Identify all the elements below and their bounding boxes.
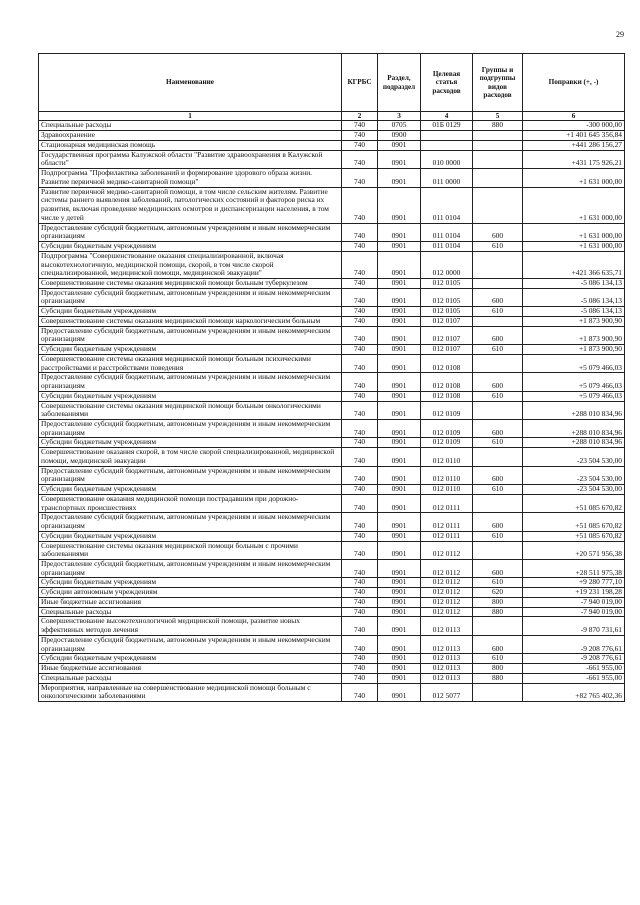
row-group: 600: [473, 326, 523, 344]
row-section: 0901: [378, 242, 421, 252]
row-name: Предоставление субсидий бюджетным, автономным учреждениям и иным некоммерческим организациям: [39, 466, 342, 484]
row-name: Стационарная медицинская помощь: [39, 140, 342, 150]
row-name: Совершенствование высокотехнологичной медицинской помощи, развитие новых эффективных методов лечения: [39, 617, 342, 635]
row-target: 012 0109: [421, 438, 473, 448]
row-amount: +421 366 635,71: [523, 251, 625, 278]
row-kgrbs: 740: [342, 278, 378, 288]
row-group: [473, 541, 523, 559]
row-target: 011 0104: [421, 223, 473, 241]
row-target: 012 0108: [421, 373, 473, 391]
table-row: [39, 131, 625, 141]
header-section: Раздел, подраздел: [378, 54, 421, 112]
column-number: 1: [39, 112, 342, 121]
row-group: 600: [473, 223, 523, 241]
row-amount: +1 873 900,90: [523, 345, 625, 355]
row-section: 0901: [378, 169, 421, 187]
row-amount: -23 504 530,00: [523, 448, 625, 466]
row-kgrbs: 740: [342, 187, 378, 223]
row-target: 012 0110: [421, 485, 473, 495]
table-row: [39, 391, 625, 401]
row-target: [421, 140, 473, 150]
table-row: [39, 140, 625, 150]
row-kgrbs: 740: [342, 354, 378, 372]
row-group: [473, 278, 523, 288]
row-name: Иные бюджетные ассигнования: [39, 597, 342, 607]
row-amount: +82 765 402,36: [523, 683, 625, 701]
row-name: Подпрограмма "Совершенствование оказания специализированной, включая высокотехнологичную, медицинской помощи, скорой, в том числе скорой специализированной, медицинской помощи, медицинской эвакуации": [39, 251, 342, 278]
row-name: Специальные расходы: [39, 673, 342, 683]
row-name: Специальные расходы: [39, 607, 342, 617]
column-number: 6: [523, 112, 625, 121]
table-row: [39, 683, 625, 701]
row-name: Совершенствование системы оказания медицинской помощи наркологическим больным: [39, 316, 342, 326]
row-target: 011 0000: [421, 169, 473, 187]
row-amount: +1 401 645 356,84: [523, 131, 625, 141]
row-amount: -5 086 134,13: [523, 278, 625, 288]
row-name: Совершенствование системы оказания медицинской помощи больным психическими расстройствами и расстройствами поведения: [39, 354, 342, 372]
table-row: [39, 419, 625, 437]
row-group: [473, 140, 523, 150]
table-row: [39, 664, 625, 674]
row-kgrbs: 740: [342, 438, 378, 448]
row-amount: +20 571 956,38: [523, 541, 625, 559]
table-row: [39, 466, 625, 484]
row-amount: +19 231 198,28: [523, 588, 625, 598]
row-name: Субсидии бюджетным учреждениям: [39, 345, 342, 355]
table-row: [39, 597, 625, 607]
row-group: 610: [473, 438, 523, 448]
row-group: 610: [473, 307, 523, 317]
row-amount: -23 504 530,00: [523, 485, 625, 495]
row-kgrbs: 740: [342, 307, 378, 317]
row-group: 600: [473, 466, 523, 484]
row-target: 010 0000: [421, 150, 473, 168]
table-row: [39, 635, 625, 653]
row-name: Предоставление субсидий бюджетным, автономным учреждениям и иным некоммерческим организациям: [39, 560, 342, 578]
row-group: 600: [473, 560, 523, 578]
row-amount: +441 286 156,27: [523, 140, 625, 150]
page-number: 29: [616, 30, 624, 39]
table-row: [39, 316, 625, 326]
table-row: [39, 448, 625, 466]
table-row: [39, 187, 625, 223]
row-section: 0901: [378, 617, 421, 635]
row-section: 0705: [378, 121, 421, 131]
row-section: 0901: [378, 560, 421, 578]
row-kgrbs: 740: [342, 316, 378, 326]
row-group: 610: [473, 391, 523, 401]
row-kgrbs: 740: [342, 654, 378, 664]
column-number-row: [39, 112, 625, 121]
row-amount: -23 504 530,00: [523, 466, 625, 484]
row-target: 012 0111: [421, 494, 473, 512]
row-amount: +28 511 975,38: [523, 560, 625, 578]
row-name: Предоставление субсидий бюджетным, автономным учреждениям и иным некоммерческим организациям: [39, 419, 342, 437]
row-section: 0901: [378, 150, 421, 168]
table-row: [39, 494, 625, 512]
table-row: [39, 673, 625, 683]
row-section: 0901: [378, 588, 421, 598]
table-row: [39, 531, 625, 541]
row-section: 0901: [378, 401, 421, 419]
row-amount: +5 079 466,03: [523, 373, 625, 391]
row-kgrbs: 740: [342, 251, 378, 278]
row-kgrbs: 740: [342, 588, 378, 598]
row-target: 012 0107: [421, 345, 473, 355]
row-section: 0901: [378, 438, 421, 448]
row-target: 012 0109: [421, 419, 473, 437]
row-amount: +1 873 900,90: [523, 316, 625, 326]
row-amount: +51 085 670,82: [523, 494, 625, 512]
table-row: [39, 326, 625, 344]
row-name: Предоставление субсидий бюджетным, автономным учреждениям и иным некоммерческим организациям: [39, 326, 342, 344]
row-amount: -661 955,00: [523, 664, 625, 674]
row-target: 012 0108: [421, 354, 473, 372]
row-group: 880: [473, 121, 523, 131]
table-row: [39, 485, 625, 495]
row-group: [473, 401, 523, 419]
amendments-table: [38, 53, 625, 702]
row-name: Развитие первичной медико-санитарной помощи, в том числе сельским жителям. Развитие системы раннего выявления заболеваний, патологических состояний и факторов риска их развития, включая проведение медицинских осмотров и диспансеризации населения, в том числе у детей: [39, 187, 342, 223]
row-name: Специальные расходы: [39, 121, 342, 131]
row-target: 01Б 0129: [421, 121, 473, 131]
row-section: 0901: [378, 654, 421, 664]
row-target: 012 0113: [421, 617, 473, 635]
row-name: Иные бюджетные ассигнования: [39, 664, 342, 674]
column-number: 4: [421, 112, 473, 121]
row-kgrbs: 740: [342, 121, 378, 131]
table-row: [39, 242, 625, 252]
row-name: Предоставление субсидий бюджетным, автономным учреждениям и иным некоммерческим организациям: [39, 288, 342, 306]
row-section: 0901: [378, 223, 421, 241]
row-section: 0901: [378, 187, 421, 223]
row-kgrbs: 740: [342, 560, 378, 578]
row-amount: +1 873 900,90: [523, 326, 625, 344]
row-amount: +288 010 834,96: [523, 401, 625, 419]
row-amount: -5 086 134,13: [523, 288, 625, 306]
row-target: 012 0111: [421, 513, 473, 531]
row-kgrbs: 740: [342, 541, 378, 559]
row-section: 0901: [378, 607, 421, 617]
row-group: [473, 150, 523, 168]
row-name: Предоставление субсидий бюджетным, автономным учреждениям и иным некоммерческим организациям: [39, 223, 342, 241]
row-section: 0901: [378, 307, 421, 317]
row-target: 012 0112: [421, 578, 473, 588]
row-amount: +51 085 670,82: [523, 513, 625, 531]
row-name: Предоставление субсидий бюджетным, автономным учреждениям и иным некоммерческим организациям: [39, 635, 342, 653]
row-section: 0901: [378, 419, 421, 437]
row-target: 012 0112: [421, 597, 473, 607]
row-amount: +288 010 834,96: [523, 419, 625, 437]
row-section: 0901: [378, 448, 421, 466]
row-amount: -9 208 776,61: [523, 654, 625, 664]
header-target: Целевая статья расходов: [421, 54, 473, 112]
row-amount: -5 086 134,13: [523, 307, 625, 317]
table-row: [39, 169, 625, 187]
row-section: 0900: [378, 131, 421, 141]
row-name: Предоставление субсидий бюджетным, автономным учреждениям и иным некоммерческим организациям: [39, 513, 342, 531]
column-number: 3: [378, 112, 421, 121]
row-target: 012 0105: [421, 307, 473, 317]
row-group: [473, 617, 523, 635]
table-row: [39, 307, 625, 317]
row-amount: +5 079 466,03: [523, 354, 625, 372]
row-kgrbs: 740: [342, 683, 378, 701]
row-amount: +1 631 000,00: [523, 169, 625, 187]
row-group: 800: [473, 664, 523, 674]
row-kgrbs: 740: [342, 664, 378, 674]
row-target: 012 0113: [421, 635, 473, 653]
table-header-row: [39, 54, 625, 112]
row-group: 620: [473, 588, 523, 598]
row-kgrbs: 740: [342, 131, 378, 141]
row-kgrbs: 740: [342, 391, 378, 401]
row-target: 012 0112: [421, 607, 473, 617]
table-row: [39, 150, 625, 168]
row-kgrbs: 740: [342, 288, 378, 306]
row-group: [473, 131, 523, 141]
row-amount: +1 631 000,00: [523, 187, 625, 223]
row-group: 600: [473, 635, 523, 653]
row-group: [473, 251, 523, 278]
row-name: Совершенствование системы оказания медицинской помощи больным онкологическими заболеваниями: [39, 401, 342, 419]
row-amount: +9 280 777,10: [523, 578, 625, 588]
table-row: [39, 288, 625, 306]
row-section: 0901: [378, 664, 421, 674]
row-section: 0901: [378, 345, 421, 355]
row-group: 880: [473, 607, 523, 617]
row-kgrbs: 740: [342, 242, 378, 252]
row-section: 0901: [378, 251, 421, 278]
row-target: 012 0107: [421, 316, 473, 326]
row-amount: +1 631 000,00: [523, 223, 625, 241]
row-name: Субсидии бюджетным учреждениям: [39, 438, 342, 448]
column-number: 2: [342, 112, 378, 121]
row-group: [473, 494, 523, 512]
row-name: Субсидии бюджетным учреждениям: [39, 654, 342, 664]
row-target: 012 0113: [421, 673, 473, 683]
row-target: 011 0104: [421, 242, 473, 252]
row-section: 0901: [378, 391, 421, 401]
row-section: 0901: [378, 354, 421, 372]
row-section: 0901: [378, 140, 421, 150]
row-section: 0901: [378, 316, 421, 326]
header-groups: Группы и подгруппы видов расходов: [473, 54, 523, 112]
row-group: 880: [473, 673, 523, 683]
table-row: [39, 401, 625, 419]
table-row: [39, 121, 625, 131]
row-section: 0901: [378, 673, 421, 683]
table-row: [39, 251, 625, 278]
row-kgrbs: 740: [342, 531, 378, 541]
row-name: Субсидии бюджетным учреждениям: [39, 485, 342, 495]
row-name: Мероприятия, направленные на совершенствование медицинской помощи больным с онкологическими заболеваниями: [39, 683, 342, 701]
row-kgrbs: 740: [342, 466, 378, 484]
row-section: 0901: [378, 494, 421, 512]
table-row: [39, 345, 625, 355]
row-kgrbs: 740: [342, 673, 378, 683]
row-group: [473, 683, 523, 701]
row-group: 610: [473, 485, 523, 495]
row-target: 012 0108: [421, 391, 473, 401]
row-target: 012 0109: [421, 401, 473, 419]
row-name: Совершенствование системы оказания медицинской помощи больным с прочими заболеваниями: [39, 541, 342, 559]
row-name: Субсидии автономным учреждениям: [39, 588, 342, 598]
row-group: 610: [473, 654, 523, 664]
row-kgrbs: 740: [342, 485, 378, 495]
row-name: Совершенствование оказания скорой, в том числе скорой специализированной, медицинской помощи, медицинской эвакуации: [39, 448, 342, 466]
row-target: 012 0105: [421, 288, 473, 306]
row-section: 0901: [378, 466, 421, 484]
row-amount: +5 079 466,03: [523, 391, 625, 401]
row-kgrbs: 740: [342, 607, 378, 617]
row-section: 0901: [378, 485, 421, 495]
header-kgrbs: КГРБС: [342, 54, 378, 112]
row-group: [473, 448, 523, 466]
row-kgrbs: 740: [342, 597, 378, 607]
row-section: 0901: [378, 278, 421, 288]
header-amendments: Поправки (+, -): [523, 54, 625, 112]
row-name: Субсидии бюджетным учреждениям: [39, 531, 342, 541]
row-name: Совершенствование оказания медицинской помощи пострадавшим при дорожно-транспортных происшествиях: [39, 494, 342, 512]
row-group: 600: [473, 419, 523, 437]
row-kgrbs: 740: [342, 326, 378, 344]
row-amount: -9 870 731,61: [523, 617, 625, 635]
row-group: 610: [473, 531, 523, 541]
row-kgrbs: 740: [342, 150, 378, 168]
row-amount: -7 940 019,00: [523, 607, 625, 617]
row-kgrbs: 740: [342, 617, 378, 635]
row-kgrbs: 740: [342, 401, 378, 419]
row-target: 012 0105: [421, 278, 473, 288]
row-section: 0901: [378, 326, 421, 344]
header-name: Наименование: [39, 54, 342, 112]
row-section: 0901: [378, 578, 421, 588]
row-section: 0901: [378, 635, 421, 653]
row-kgrbs: 740: [342, 345, 378, 355]
row-kgrbs: 740: [342, 140, 378, 150]
row-section: 0901: [378, 683, 421, 701]
table-row: [39, 513, 625, 531]
row-name: Государственная программа Калужской области "Развитие здравоохранения в Калужской области": [39, 150, 342, 168]
row-kgrbs: 740: [342, 448, 378, 466]
row-kgrbs: 740: [342, 169, 378, 187]
table-row: [39, 560, 625, 578]
row-target: 012 0111: [421, 531, 473, 541]
row-name: Предоставление субсидий бюджетным, автономным учреждениям и иным некоммерческим организациям: [39, 373, 342, 391]
row-target: 012 0113: [421, 654, 473, 664]
column-number: 5: [473, 112, 523, 121]
row-kgrbs: 740: [342, 513, 378, 531]
row-section: 0901: [378, 597, 421, 607]
row-target: 012 0113: [421, 664, 473, 674]
row-section: 0901: [378, 531, 421, 541]
table-row: [39, 588, 625, 598]
row-target: 012 5077: [421, 683, 473, 701]
row-kgrbs: 740: [342, 494, 378, 512]
row-amount: +1 631 000,00: [523, 242, 625, 252]
row-group: 610: [473, 578, 523, 588]
row-amount: -9 208 776,61: [523, 635, 625, 653]
row-group: [473, 354, 523, 372]
row-group: [473, 187, 523, 223]
table-row: [39, 617, 625, 635]
row-group: 800: [473, 597, 523, 607]
row-name: Субсидии бюджетным учреждениям: [39, 578, 342, 588]
row-group: [473, 169, 523, 187]
row-target: 011 0104: [421, 187, 473, 223]
row-group: [473, 316, 523, 326]
row-group: 610: [473, 345, 523, 355]
row-kgrbs: 740: [342, 635, 378, 653]
row-group: 600: [473, 513, 523, 531]
row-amount: +431 175 926,21: [523, 150, 625, 168]
row-kgrbs: 740: [342, 578, 378, 588]
row-name: Субсидии бюджетным учреждениям: [39, 242, 342, 252]
row-group: 600: [473, 288, 523, 306]
row-amount: -661 955,00: [523, 673, 625, 683]
row-target: 012 0107: [421, 326, 473, 344]
row-section: 0901: [378, 541, 421, 559]
row-target: 012 0112: [421, 588, 473, 598]
row-name: Субсидии бюджетным учреждениям: [39, 307, 342, 317]
table-row: [39, 354, 625, 372]
table-row: [39, 541, 625, 559]
row-name: Подпрограмма "Профилактика заболеваний и формирование здорового образа жизни. Развитие первичной медико-санитарной помощи": [39, 169, 342, 187]
row-section: 0901: [378, 288, 421, 306]
row-kgrbs: 740: [342, 223, 378, 241]
row-kgrbs: 740: [342, 373, 378, 391]
table-row: [39, 278, 625, 288]
table-body: [39, 121, 625, 702]
row-target: 012 0000: [421, 251, 473, 278]
row-section: 0901: [378, 513, 421, 531]
table-row: [39, 373, 625, 391]
row-group: 610: [473, 242, 523, 252]
row-name: Здравоохранение: [39, 131, 342, 141]
row-amount: -7 940 019,00: [523, 597, 625, 607]
row-target: 012 0110: [421, 448, 473, 466]
row-group: 600: [473, 373, 523, 391]
row-target: 012 0112: [421, 541, 473, 559]
row-amount: +288 010 834,96: [523, 438, 625, 448]
row-name: Совершенствование системы оказания медицинской помощи больным туберкулезом: [39, 278, 342, 288]
row-kgrbs: 740: [342, 419, 378, 437]
row-target: 012 0110: [421, 466, 473, 484]
row-section: 0901: [378, 373, 421, 391]
table-row: [39, 223, 625, 241]
row-amount: +51 085 670,82: [523, 531, 625, 541]
row-name: Субсидии бюджетным учреждениям: [39, 391, 342, 401]
row-target: 012 0112: [421, 560, 473, 578]
row-target: [421, 131, 473, 141]
row-amount: -300 000,00: [523, 121, 625, 131]
